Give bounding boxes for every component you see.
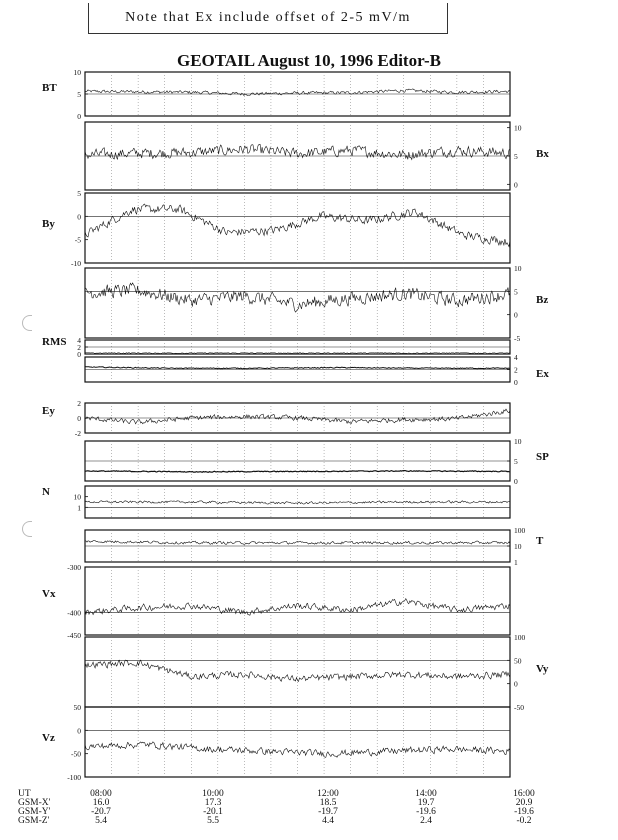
panel-n [42, 486, 510, 518]
tick-label: 0 [77, 414, 81, 423]
tick-label: 2 [77, 343, 81, 352]
panel-label-vx: Vx [42, 588, 56, 600]
footer-value: -19.6 [514, 807, 534, 817]
tick-label: 10 [514, 123, 522, 133]
tick-label: 10 [73, 492, 81, 502]
panel-frame [85, 707, 510, 777]
panel-label-bx: Bx [536, 148, 549, 160]
series-line-sp [85, 471, 510, 473]
panel-t [85, 526, 544, 567]
tick-label: 0 [77, 212, 81, 222]
time-tick-label: 12:00 [317, 789, 339, 799]
tick-label: 1 [77, 503, 81, 513]
footer-value: 5.4 [95, 816, 107, 826]
tick-label: 5 [77, 90, 81, 99]
tick-label: -50 [71, 749, 81, 759]
tick-label: 5 [514, 152, 518, 161]
footer-value: -19.6 [416, 807, 436, 817]
tick-label: 100 [514, 633, 526, 642]
tick-label: 4 [77, 336, 81, 345]
footer-value: 4.4 [322, 816, 334, 826]
tick-label: 0 [77, 112, 81, 121]
panel-label-n: N [42, 486, 50, 498]
tick-label: -400 [67, 608, 81, 618]
panel-ex [85, 353, 549, 387]
series-line-by [85, 204, 510, 247]
panel-label-t: T [536, 535, 544, 547]
panel-bz [85, 264, 548, 343]
tick-label: 5 [77, 189, 81, 198]
tick-label: -50 [514, 703, 524, 712]
panel-label-bt: BT [42, 82, 57, 94]
time-tick-label: 10:00 [202, 789, 224, 799]
orbit-footer [18, 790, 608, 826]
panel-label-ex: Ex [536, 368, 549, 380]
panel-label-sp: SP [536, 451, 549, 463]
footer-row [18, 817, 608, 826]
tick-label: 4 [514, 353, 518, 362]
tick-label: 50 [514, 656, 522, 666]
panel-vz [42, 703, 510, 782]
tick-label: 10 [514, 437, 522, 446]
footer-row-label: GSM-X' [18, 798, 51, 808]
panel-bt [42, 68, 510, 121]
tick-label: 0 [514, 378, 518, 387]
footer-value: 17.3 [204, 798, 222, 808]
tick-label: -450 [67, 631, 81, 640]
panel-vy [85, 633, 549, 712]
footer-value: 20.9 [515, 798, 533, 808]
tick-label: 2 [77, 399, 81, 408]
panel-sp [85, 437, 549, 486]
tick-label: 0 [514, 477, 518, 486]
footer-row-label: UT [18, 789, 31, 799]
tick-label: 2 [514, 365, 518, 375]
footer-row-label: GSM-Y' [18, 807, 51, 817]
tick-label: -5 [514, 334, 521, 343]
tick-label: 10 [73, 68, 81, 77]
tick-label: 0 [514, 180, 518, 190]
panel-vx [42, 563, 510, 640]
time-tick-label: 08:00 [90, 789, 112, 799]
panel-label-ey: Ey [42, 405, 55, 417]
tick-label: 0 [514, 310, 518, 320]
panel-bx [85, 122, 549, 190]
footer-row-label: GSM-Z' [18, 816, 50, 826]
panel-frame [85, 637, 510, 707]
panel-ey [42, 399, 510, 438]
tick-label: -10 [71, 259, 81, 268]
series-line-bt [85, 89, 510, 96]
panel-by [42, 189, 510, 268]
note-box: Note that Ex include offset of 2-5 mV/m [88, 3, 448, 34]
footer-value: -20.1 [203, 807, 223, 817]
footer-value: -19.7 [318, 807, 338, 817]
footer-value: -0.2 [516, 816, 532, 826]
tick-label: 1 [514, 558, 518, 567]
tick-label: 0 [514, 679, 518, 689]
tick-label: 5 [514, 457, 518, 466]
footer-value: 2.4 [420, 816, 432, 826]
tick-label: 10 [514, 542, 522, 551]
panel-label-rms: RMS [42, 336, 67, 348]
tick-label: -2 [74, 429, 81, 438]
footer-value: 19.7 [417, 798, 435, 808]
tick-label: -300 [67, 563, 81, 572]
panel-label-vy: Vy [536, 663, 549, 675]
panel-label-vz: Vz [42, 732, 55, 744]
panel-label-by: By [42, 218, 55, 230]
footer-value: 18.5 [319, 798, 337, 808]
panel-rms [42, 336, 510, 359]
chart-title: GEOTAIL August 10, 1996 Editor-B [176, 51, 442, 70]
time-tick-label: 14:00 [415, 789, 437, 799]
tick-label: 100 [514, 526, 526, 535]
tick-label: 50 [73, 703, 81, 712]
panel-frame [85, 268, 510, 338]
time-tick-label: 16:00 [513, 789, 535, 799]
panel-frame [85, 193, 510, 263]
tick-label: 5 [514, 287, 518, 297]
footer-value: -20.7 [91, 807, 111, 817]
footer-value: 5.5 [207, 816, 219, 826]
panel-label-bz: Bz [536, 294, 549, 306]
tick-label: 0 [77, 726, 81, 736]
footer-value: 16.0 [92, 798, 110, 808]
tick-label: -5 [74, 235, 81, 245]
tick-label: 10 [514, 264, 522, 273]
tick-label: -100 [67, 773, 81, 782]
tick-label: 0 [77, 350, 81, 359]
